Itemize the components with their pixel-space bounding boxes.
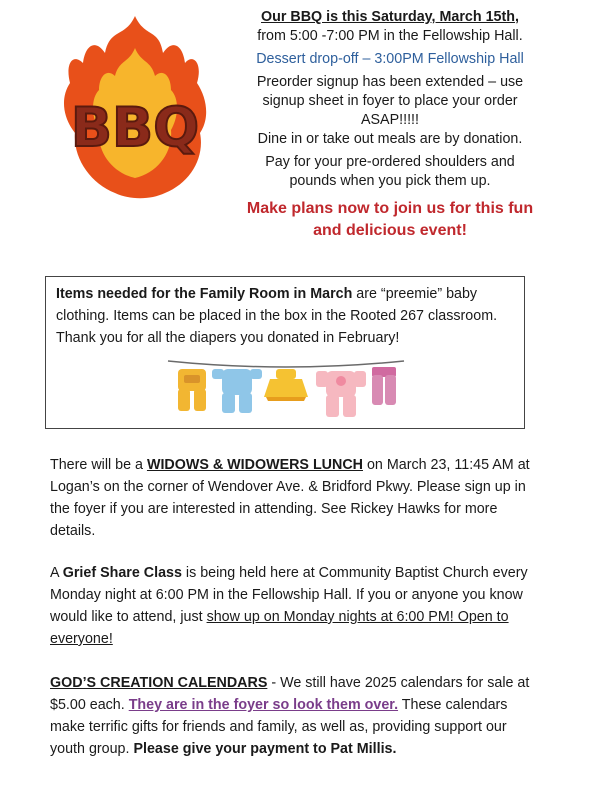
bbq-logo-text: BBQ	[70, 96, 200, 159]
grief-share-paragraph: A Grief Share Class is being held here at Community Baptist Church every Monday night at 6:00 PM in the Fellowship Hall. If you or anyone you know would like to attend, just show up on Monday nights at 6:00 PM! Open to everyone!	[50, 565, 528, 647]
bbq-time: from 5:00 -7:00 PM in the Fellowship Hall.	[257, 28, 523, 44]
bbq-announcement: Our BBQ is this Saturday, March 15th, from 5:00 -7:00 PM in the Fellowship Hall. Dessert drop-off – 3:00PM Fellowship Hall Preorder signup has been extended – use signup sheet in foyer to place your order ASAP!!!!! Dine in or take out meals are by donation. Pay for your pre-ordered shoulders and pounds when you pick them up. Make plans now to join us for this fun and delicious event!	[240, 8, 540, 242]
family-room-box	[45, 276, 525, 429]
preorder-note: Preorder signup has been extended – use signup sheet in foyer to place your order ASAP!!!!!	[256, 74, 524, 128]
pay-note: Pay for your pre-ordered shoulders and pounds when you pick them up.	[265, 154, 515, 189]
family-room-heading: Items needed for the Family Room in March	[56, 286, 353, 302]
grief-share-emphasis: show up on Monday nights at 6:00 PM! Open to everyone!	[50, 609, 509, 647]
calendars-payment-note: Please give your payment to Pat Millis.	[133, 741, 397, 757]
yellow-overalls-icon	[178, 369, 206, 411]
calendars-foyer-note: They are in the foyer so look them over.	[128, 697, 399, 713]
baby-clothes-clothesline-icon	[166, 355, 406, 425]
dessert-dropoff: Dessert drop-off – 3:00PM Fellowship Hall	[256, 51, 524, 67]
blue-onesie-icon	[212, 369, 262, 413]
calendars-title: GOD’S CREATION CALENDARS	[50, 675, 268, 691]
grief-share-title: Grief Share Class	[62, 565, 182, 581]
bbq-callout: Make plans now to join us for this fun and delicious event!	[246, 200, 534, 239]
purple-pants-icon	[372, 367, 396, 405]
pink-pajama-icon	[316, 371, 366, 417]
family-room-text: are “preemie” baby clothing. Items can be placed in the box in the Rooted 267 classroom. Thank you for all the diapers you donated in February!	[56, 286, 498, 346]
calendars-paragraph: GOD’S CREATION CALENDARS - We still have 2025 calendars for sale at $5.00 each. They are in the foyer so look them over. These calendars make terrific gifts for friends and family, as well as, providing support our youth group. Please give your payment to Pat Millis.	[50, 675, 530, 757]
widows-lunch-paragraph: There will be a WIDOWS & WIDOWERS LUNCH on March 23, 11:45 AM at Logan’s on the corner of Wendover Ave. & Bridford Pkwy. Please sign up in the foyer if you are interested in attending. See Rickey Hawks for more details.	[50, 457, 530, 539]
bbq-title: Our BBQ is this Saturday, March 15th	[261, 9, 515, 25]
bbq-flame-logo	[55, 8, 215, 208]
yellow-dress-icon	[264, 369, 308, 401]
dine-note: Dine in or take out meals are by donation.	[257, 131, 523, 147]
widows-lunch-title: WIDOWS & WIDOWERS LUNCH	[146, 457, 363, 473]
